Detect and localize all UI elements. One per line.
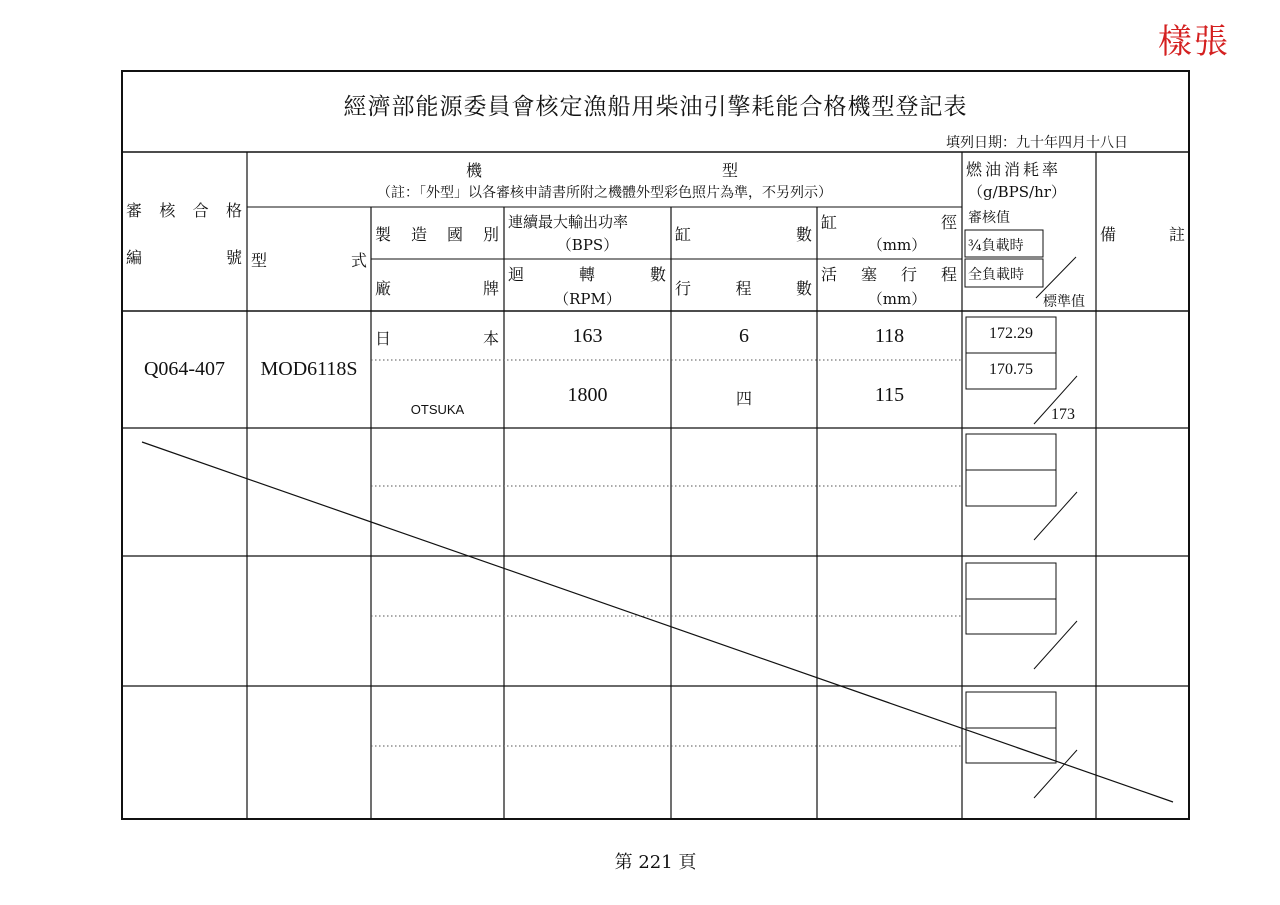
model-value: MOD6118S [260,358,358,380]
fuel-rate-header: 燃油消耗率 [966,160,1062,179]
standard-value-label: 標準值 [1043,294,1085,310]
standard-value: 173 [1051,406,1075,423]
approval-number-header-line1: 審 核 合 格 [126,201,242,220]
bore-value: 118 [874,325,905,347]
fill-date: 填列日期：九十年四月十八日 [946,135,1128,151]
max-power-unit: （BPS） [556,236,619,254]
strokes-value: 四 [735,389,752,408]
three-quarter-load-label: ¾負載時 [968,238,1024,254]
full-load-label: 全負載時 [968,267,1024,283]
full-load-value: 170.75 [989,361,1033,378]
three-quarter-load-value: 172.29 [989,325,1033,342]
remarks-header: 備 註 [1100,225,1185,244]
rpm-header: 迴 轉 數 [508,265,666,284]
page-number: 第 221 頁 [614,852,697,873]
rpm-value: 1800 [567,384,608,406]
bore-unit: （mm） [867,236,927,254]
model-note: （註：「外型」以各審核申請書所附之機體外型彩色照片為準，不另列示） [377,185,832,201]
model-header-char2: 型 [722,161,739,180]
max-power-header: 連續最大輸出功率 [508,213,629,231]
rpm-unit: （RPM） [554,290,621,308]
stroke-count-header: 行 程 數 [675,279,812,298]
model-type-header: 型 式 [251,251,367,270]
country-value: 日 本 [375,329,499,348]
stroke-value: 115 [874,384,905,406]
cylinders-header: 缸 數 [675,225,812,244]
stroke-unit: （mm） [867,290,927,308]
review-value-header: 審核值 [968,210,1010,226]
brand-header: 廠 牌 [375,279,499,298]
model-header-char1: 機 [466,161,483,180]
sample-stamp: 樣張 [1158,22,1230,62]
cylinders-value: 6 [739,325,749,347]
approval-number-value: Q064-407 [143,358,226,380]
country-header: 製 造 國 別 [375,225,499,244]
brand-value: OTSUKA [410,402,465,417]
bore-header: 缸 徑 [821,213,957,232]
stroke-header: 活 塞 行 程 [821,265,957,284]
fuel-rate-unit: （g/BPS/hr） [968,183,1066,201]
approval-number-header-line2: 編 號 [126,248,242,267]
max-power-value: 163 [572,325,603,347]
form-title: 經濟部能源委員會核定漁船用柴油引擎耗能合格機型登記表 [343,94,968,120]
void-diagonal-line [142,442,1173,802]
